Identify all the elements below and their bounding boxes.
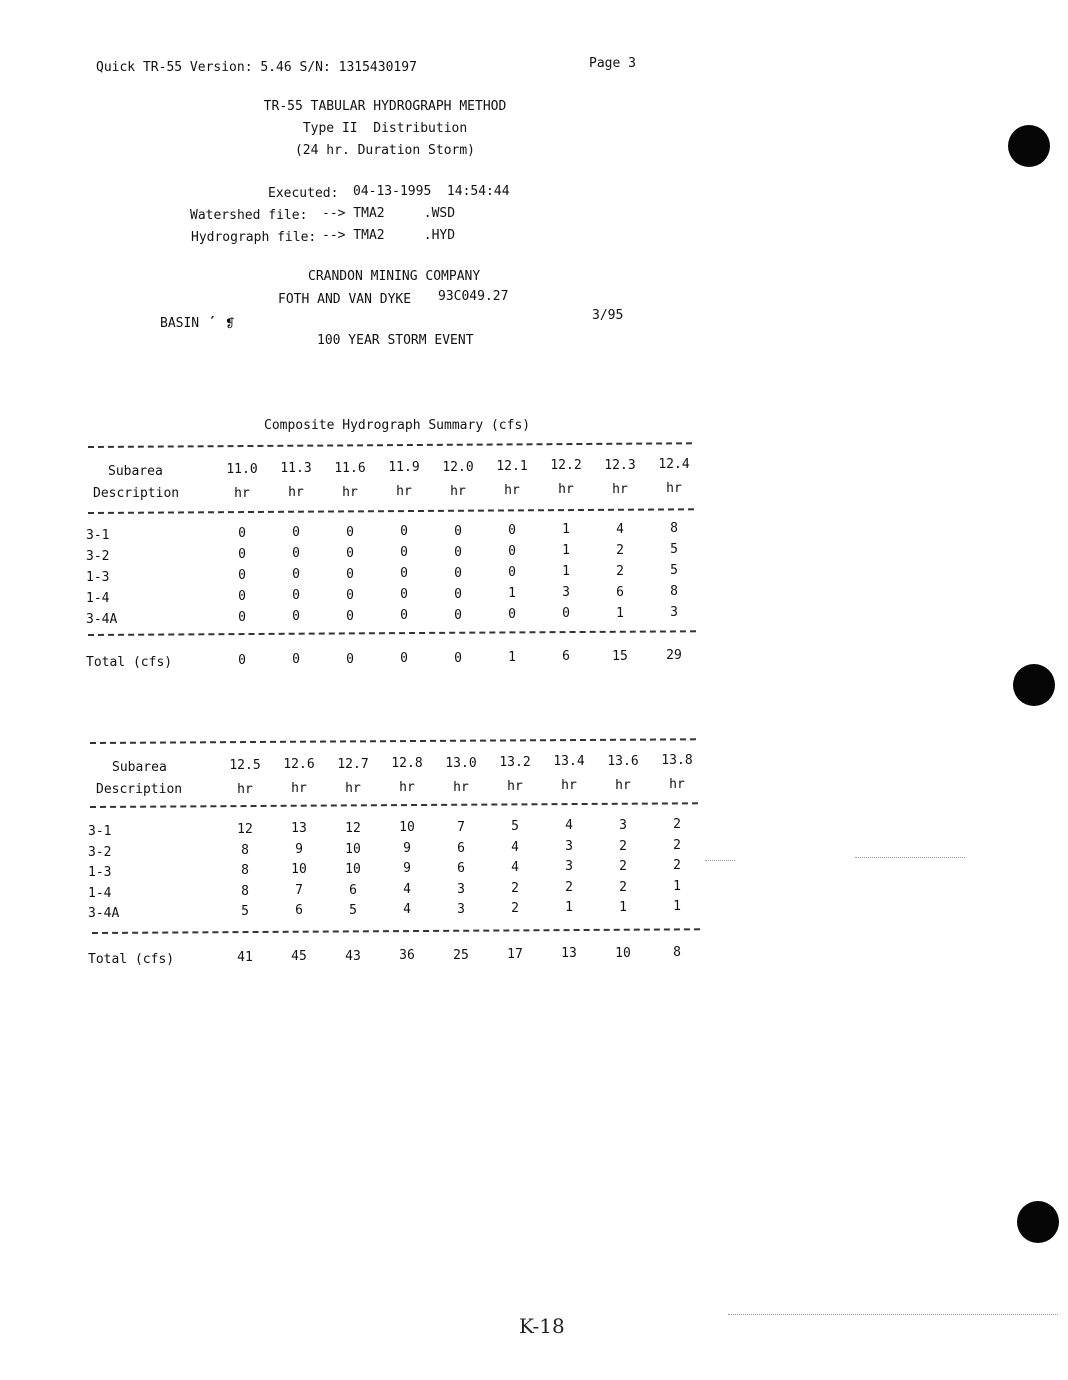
time-unit: hr [558,482,574,497]
total-label: Total (cfs) [88,952,175,967]
flow-value: 5 [670,542,678,557]
flow-value: 0 [292,588,300,603]
flow-value: 8 [241,883,249,899]
flow-value: 6 [349,882,357,898]
watershed-file-value: --> TMA2 .WSD [322,206,456,221]
subarea-name: 3-4A [88,906,120,921]
page-number: Page 3 [589,56,636,71]
flow-value: 0 [292,609,300,624]
time-header: 11.3 [280,461,312,476]
flow-value: 7 [457,820,465,835]
flow-value: 1 [565,900,573,915]
flow-value: 6 [457,840,465,856]
total-value: 29 [666,648,682,663]
flow-value: 2 [565,879,573,895]
flow-value: 3 [457,881,465,897]
time-header: 11.0 [226,462,258,477]
flow-value: 0 [292,567,300,582]
flow-value: 6 [616,585,624,600]
flow-value: 0 [400,524,408,539]
total-value: 10 [615,946,631,961]
flow-value: 1 [562,564,570,579]
subarea-name: 1-4 [88,885,112,901]
scan-speck [728,1314,1058,1315]
subarea-name: 3-1 [88,824,112,839]
flow-value: 0 [400,566,408,581]
flow-value: 2 [673,817,681,832]
flow-value: 0 [454,587,462,602]
scan-speck [705,860,735,861]
flow-value: 0 [238,610,246,625]
flow-value: 0 [454,608,462,623]
total-value: 43 [345,949,361,964]
flow-value: 2 [619,879,627,895]
flow-value: 4 [565,818,573,833]
document-date: 3/95 [592,308,624,323]
flow-value: 2 [616,543,624,558]
project-number: 93C049.27 [438,289,509,304]
subarea-header: Subarea [108,464,163,479]
flow-value: 3 [565,859,573,874]
flow-value: 0 [292,525,300,540]
time-unit: hr [399,780,415,795]
time-header: 12.0 [442,460,474,475]
time-unit: hr [342,485,358,500]
binder-hole-bottom [1017,1201,1059,1243]
time-unit: hr [234,486,250,501]
scan-speck [855,857,965,858]
flow-value: 8 [241,863,249,878]
table-1-top-rule [88,442,692,448]
flow-value: 1 [562,522,570,537]
subarea-header: Subarea [112,760,167,775]
time-header: 12.4 [658,457,690,472]
binder-hole-middle [1013,664,1055,706]
flow-value: 6 [457,861,465,876]
company-name: CRANDON MINING COMPANY [308,269,481,284]
total-value: 8 [673,945,681,960]
executed-value: 04-13-1995 14:54:44 [353,184,510,199]
subarea-name: 3-1 [86,528,110,543]
flow-value: 1 [673,878,681,894]
program-version: Quick TR-55 Version: 5.46 S/N: 1315430197 [96,60,417,75]
flow-value: 0 [454,566,462,581]
flow-value: 0 [346,588,354,603]
time-header: 12.8 [391,756,423,771]
flow-value: 0 [346,567,354,582]
description-header: Description [93,486,180,501]
flow-value: 2 [616,564,624,579]
method-title: TR-55 TABULAR HYDROGRAPH METHOD [263,99,507,114]
basin-handwritten-mark: ′ ❡ [208,313,236,331]
total-value: 1 [508,650,516,665]
time-header: 12.6 [283,757,315,772]
flow-value: 2 [673,837,681,853]
time-header: 13.0 [445,756,477,771]
flow-value: 0 [508,544,516,559]
flow-value: 1 [508,586,516,601]
flow-value: 10 [345,862,361,877]
flow-value: 9 [295,841,303,857]
flow-value: 9 [403,861,411,876]
distribution-type: Type II Distribution [302,121,468,136]
flow-value: 0 [454,545,462,560]
table-2-bottom-rule [92,928,700,934]
flow-value: 0 [562,606,570,621]
total-value: 0 [400,651,408,666]
flow-value: 0 [292,546,300,561]
total-value: 6 [562,649,570,664]
time-unit: hr [669,777,685,792]
flow-value: 1 [619,900,627,915]
total-value: 0 [238,653,246,668]
flow-value: 3 [670,605,678,620]
time-unit: hr [396,484,412,499]
subarea-name: 3-2 [86,549,110,564]
flow-value: 6 [295,903,303,918]
time-header: 12.7 [337,757,369,772]
total-value: 36 [399,948,415,963]
flow-value: 3 [619,818,627,833]
flow-value: 10 [345,841,361,857]
table-1-bottom-rule [88,630,696,636]
time-header: 12.1 [496,459,528,474]
time-header: 11.6 [334,461,366,476]
time-header: 12.5 [229,758,261,773]
watershed-file-label: Watershed file: [190,208,308,223]
flow-value: 0 [400,608,408,623]
table-1-header-rule [88,508,694,514]
flow-value: 3 [457,902,465,917]
binder-hole-top [1008,125,1050,167]
flow-value: 0 [238,568,246,583]
time-header: 11.9 [388,460,420,475]
consultant-name: FOTH AND VAN DYKE [278,292,412,307]
time-unit: hr [453,780,469,795]
total-label: Total (cfs) [86,655,173,670]
time-header: 13.2 [499,755,531,770]
time-unit: hr [291,781,307,796]
table-2-header-rule [90,802,698,808]
flow-value: 0 [508,565,516,580]
total-value: 0 [346,652,354,667]
time-unit: hr [612,482,628,497]
flow-value: 0 [238,526,246,541]
summary-title: Composite Hydrograph Summary (cfs) [264,418,531,433]
flow-value: 5 [670,563,678,578]
flow-value: 5 [241,904,249,919]
subarea-name: 1-3 [86,570,110,585]
flow-value: 2 [511,901,519,916]
time-unit: hr [450,484,466,499]
flow-value: 12 [237,822,253,837]
flow-value: 8 [670,584,678,599]
total-value: 13 [561,946,577,961]
flow-value: 4 [511,860,519,875]
flow-value: 5 [349,903,357,918]
flow-value: 3 [562,585,570,600]
storm-event: 100 YEAR STORM EVENT [317,333,474,348]
subarea-name: 3-2 [88,844,112,860]
flow-value: 0 [454,524,462,539]
flow-value: 7 [295,882,303,898]
flow-value: 4 [616,522,624,537]
flow-value: 2 [511,880,519,896]
total-value: 25 [453,948,469,963]
flow-value: 8 [670,521,678,536]
table-2-top-rule [90,738,696,744]
flow-value: 1 [562,543,570,558]
total-value: 15 [612,649,628,664]
total-value: 45 [291,949,307,964]
flow-value: 5 [511,819,519,834]
flow-value: 9 [403,840,411,856]
storm-duration: (24 hr. Duration Storm) [294,143,475,158]
flow-value: 0 [238,589,246,604]
flow-value: 0 [346,609,354,624]
description-header: Description [96,782,183,797]
flow-value: 2 [673,858,681,873]
time-unit: hr [666,481,682,496]
basin-label: BASIN [160,316,200,331]
flow-value: 1 [673,899,681,914]
flow-value: 0 [508,523,516,538]
time-unit: hr [345,781,361,796]
flow-value: 0 [400,545,408,560]
flow-value: 13 [291,821,307,836]
flow-value: 4 [511,839,519,855]
flow-value: 12 [345,821,361,836]
flow-value: 0 [400,587,408,602]
total-value: 41 [237,950,253,965]
flow-value: 3 [565,838,573,854]
flow-value: 8 [241,842,249,858]
time-unit: hr [561,778,577,793]
flow-value: 0 [346,525,354,540]
flow-value: 0 [238,547,246,562]
flow-value: 10 [399,820,415,835]
time-unit: hr [237,782,253,797]
time-unit: hr [615,778,631,793]
time-unit: hr [288,485,304,500]
time-header: 12.2 [550,458,582,473]
flow-value: 10 [291,862,307,877]
subarea-name: 1-4 [86,591,110,606]
subarea-name: 3-4A [86,612,118,627]
flow-value: 2 [619,859,627,874]
time-header: 13.8 [661,753,693,768]
hydrograph-file-value: --> TMA2 .HYD [322,228,456,243]
time-unit: hr [507,779,523,794]
flow-value: 0 [508,607,516,622]
executed-label: Executed: [268,186,339,201]
flow-value: 1 [616,606,624,621]
flow-value: 4 [403,902,411,917]
time-unit: hr [504,483,520,498]
total-value: 0 [454,651,462,666]
hydrograph-file-label: Hydrograph file: [191,230,317,245]
page-footer: K-18 [519,1314,565,1338]
flow-value: 2 [619,838,627,854]
time-header: 13.4 [553,754,585,769]
flow-value: 4 [403,881,411,897]
total-value: 17 [507,947,523,962]
time-header: 13.6 [607,754,639,769]
time-header: 12.3 [604,458,636,473]
subarea-name: 1-3 [88,865,112,880]
flow-value: 0 [346,546,354,561]
total-value: 0 [292,652,300,667]
